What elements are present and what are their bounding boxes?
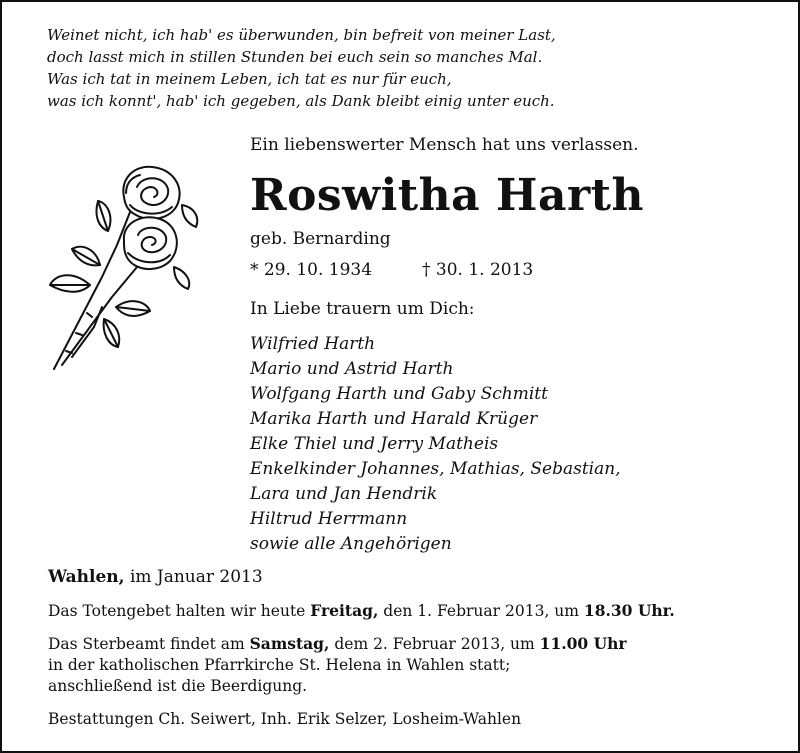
mass-location: in der katholischen Pfarrkirche St. Helena in Wahlen statt;: [48, 656, 511, 674]
mourner: Wolfgang Harth und Gaby Schmitt: [250, 384, 548, 404]
undertaker: Bestattungen Ch. Seiwert, Inh. Erik Selzer, Losheim-Wahlen: [48, 710, 522, 728]
mass-time: 11.00 Uhr: [539, 634, 627, 653]
mourner: Lara und Jan Hendrik: [250, 484, 438, 504]
mourner: Mario und Astrid Harth: [250, 359, 454, 379]
mourner: Hiltrud Herrmann: [250, 509, 408, 529]
poem: [47, 24, 556, 112]
mourner: Wilfried Harth: [250, 334, 376, 354]
poem-line: Weinet nicht, ich hab' es überwunden, bin befreit von meiner Last,: [47, 26, 556, 44]
prayer-day: Freitag,: [310, 601, 379, 620]
mourner: Elke Thiel und Jerry Matheis: [250, 434, 499, 454]
prayer-date: den 1. Februar 2013, um: [378, 602, 584, 620]
place-month: im Januar 2013: [124, 567, 263, 587]
mourning-heading: In Liebe trauern um Dich:: [250, 299, 475, 319]
rose-icon: [42, 157, 232, 382]
prayer-text: Das Totengebet halten wir heute: [48, 602, 311, 620]
poem-line: was ich konnt', hab' ich gegeben, als Dank bleibt einig unter euch.: [47, 92, 555, 110]
deceased-name: Roswitha Harth: [250, 170, 644, 221]
place-date: [48, 566, 263, 588]
life-dates: [250, 259, 534, 281]
mourner: Marika Harth und Harald Krüger: [250, 409, 538, 429]
mass-date: dem 2. Februar 2013, um: [329, 635, 540, 653]
mass-day: Samstag,: [249, 634, 330, 653]
burial-note: anschließend ist die Beerdigung.: [48, 677, 308, 695]
birth-name: geb. Bernarding: [250, 229, 391, 249]
place-town: Wahlen,: [48, 567, 125, 587]
prayer-time: 18.30 Uhr.: [583, 601, 675, 620]
poem-line: doch lasst mich in stillen Stunden bei euch sein so manches Mal.: [47, 48, 543, 66]
intro-line: Ein liebenswerter Mensch hat uns verlassen.: [250, 135, 639, 155]
mourner: Enkelkinder Johannes, Mathias, Sebastian,: [250, 459, 621, 479]
prayer-info: [48, 600, 675, 622]
poem-line: Was ich tat in meinem Leben, ich tat es nur für euch,: [47, 70, 452, 88]
mass-info: [48, 633, 627, 697]
mourners-list: [250, 332, 621, 557]
mass-text: Das Sterbeamt findet am: [48, 635, 250, 653]
mourner: sowie alle Angehörigen: [250, 534, 452, 554]
death-date: † 30. 1. 2013: [422, 260, 534, 280]
birth-date: * 29. 10. 1934: [250, 260, 373, 280]
